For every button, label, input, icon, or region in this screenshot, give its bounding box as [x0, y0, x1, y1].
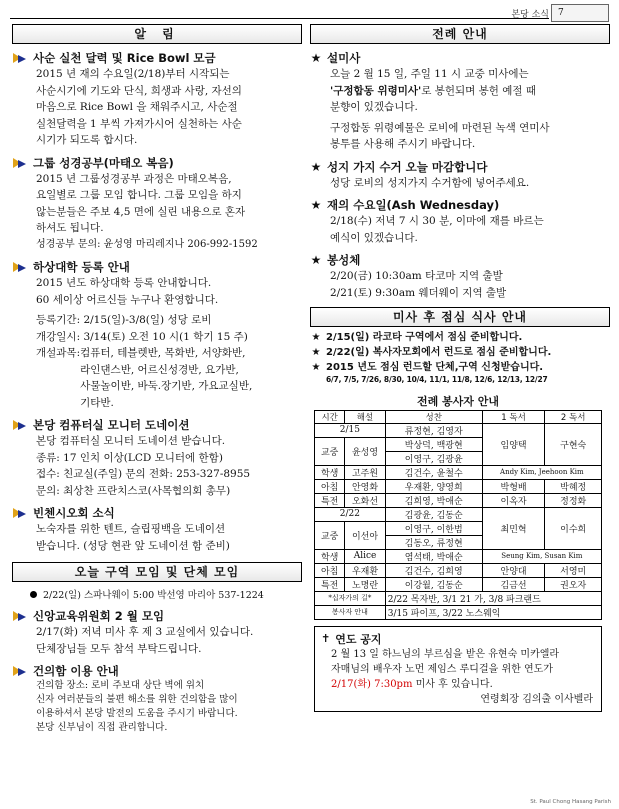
table-caption: 전례 봉사자 안내	[416, 394, 500, 408]
table-cell: 교중	[315, 521, 345, 549]
table-cell: 박혜정	[545, 479, 602, 493]
text-line: 문의: 최상찬 프란치스코(사목협의회 총무)	[36, 484, 231, 497]
text-line: 봉투를 사용해 주시기 바랍니다.	[330, 138, 476, 150]
star-icon: ★	[310, 198, 322, 212]
table-cell: 김동오, 류정현	[385, 535, 482, 549]
table-cell: Andy Kim, Jeehoon Kim	[482, 465, 601, 479]
table-cell: 박형배	[482, 479, 545, 493]
section-palm-collection	[310, 159, 610, 192]
table-row	[315, 591, 602, 605]
lunch-item	[310, 360, 610, 375]
memorial-notice-box	[314, 626, 602, 712]
text-line	[330, 83, 610, 100]
star-icon: ★	[310, 159, 322, 174]
table-row	[315, 549, 602, 563]
section-title: 빈첸시오회 소식	[33, 506, 115, 520]
lunch-dates: 6/7, 7/5, 7/26, 8/30, 10/4, 11/1, 11/8, 12/6, 12/13, 12/27	[326, 375, 548, 384]
text-line: 등록기간: 2/15(일)-3/8(일) 성당 로비	[36, 314, 212, 326]
text-line: 접수: 친교실(주일) 문의 전화: 253-327-8955	[36, 468, 251, 480]
text-line: 2015 년도 하상대학 등록 안내합니다.	[36, 277, 212, 289]
text-line: 하셔도 됩니다.	[36, 222, 104, 234]
meeting-item	[12, 586, 302, 602]
table-cell: 김광윤, 김동순	[385, 507, 482, 521]
section-title: 봉성체	[327, 253, 361, 267]
table-cell: 김건수, 윤철수	[385, 465, 482, 479]
header-commentator: 해설	[345, 410, 385, 423]
text-line: 컴퓨터, 테블렛반, 목화반, 서양화반,	[80, 347, 246, 359]
table-cell: 서영미	[545, 563, 602, 577]
text-line	[331, 677, 593, 692]
memorial-mass-name: '구정합동 위령미사'	[330, 84, 422, 97]
text-line: 분향이 있겠습니다.	[330, 101, 418, 113]
table-cell: 아침	[315, 479, 345, 493]
table-cell: 김금선	[482, 577, 545, 591]
section-title: 하상대학 등록 안내	[33, 260, 130, 274]
table-cell: 우재환, 양영희	[385, 479, 482, 493]
header-reading1: 1 독서	[482, 410, 545, 423]
table-cell: 안영화	[345, 479, 385, 493]
text-line: 성당 로비의 성지가지 수거함에 넣어주세요.	[330, 176, 530, 189]
courses-label: 개설과목:	[36, 347, 81, 359]
section-vincent	[12, 505, 302, 554]
table-cell: 권오자	[545, 577, 602, 591]
table-cell: 이선아	[345, 521, 385, 549]
header-rule	[10, 18, 549, 19]
text-line: 이용하셔서 본당 발전의 도움을 주시기 바랍니다.	[36, 708, 238, 719]
table-row	[315, 507, 602, 521]
section-title: 건의함 이용 안내	[33, 664, 119, 678]
lunch-text: 2/15(일) 라코타 구역에서 점심 준비합니다.	[326, 332, 523, 343]
table-cell: 윤성영	[345, 437, 385, 465]
text-line: 신자 여러분들의 불편 해소를 위한 건의함을 많이	[36, 694, 238, 705]
text-line: 받습니다. (성당 현관 앞 도네이션 함 준비)	[36, 539, 230, 552]
star-icon: ★	[311, 347, 321, 358]
table-cell: 오화선	[345, 493, 385, 507]
table-cell: 임양택	[482, 423, 545, 465]
cross-icon: ✝	[321, 632, 331, 645]
table-row	[315, 493, 602, 507]
text-line: 2/21(토) 9:30am 웨더웨이 지역 출발	[330, 286, 507, 299]
meeting-text: 2/22(일) 스파나웨이 5:00 박선영 마리아 537-1224	[43, 590, 264, 601]
table-cell: 정정화	[545, 493, 602, 507]
arrow-bullet-icon	[12, 260, 28, 274]
arrow-bullet-icon	[12, 506, 28, 520]
table-cell: 류정현, 김영자	[385, 423, 482, 437]
table-cell: Alice	[345, 549, 385, 563]
header-reading2: 2 독서	[545, 410, 602, 423]
table-row	[315, 563, 602, 577]
table-row	[315, 465, 602, 479]
text-line: 개강일시: 3/14(토) 오전 10 시(1 학기 15 주)	[36, 330, 248, 343]
section-monitor-donation	[12, 417, 302, 499]
star-icon: ★	[311, 332, 321, 343]
text-line: 자매님의 배우자 노먼 제임스 루디걸을 위한 연도가	[331, 663, 553, 675]
lunch-item	[310, 345, 610, 360]
text-line: 예식이 있겠습니다.	[330, 231, 418, 244]
table-cell: 학생	[315, 549, 345, 563]
section-title: 재의 수요일(Ash Wednesday)	[327, 198, 500, 212]
stations-text: 3/15 파이프, 3/22 노스웨익	[385, 605, 601, 619]
star-icon: ★	[311, 362, 321, 373]
text-line: 사순시기에 기도와 단식, 희생과 사랑, 자선의	[36, 84, 242, 97]
table-cell: 학생	[315, 465, 345, 479]
liturgy-banner: 전례 안내	[310, 24, 610, 44]
section-faith-education	[12, 608, 302, 657]
arrow-bullet-icon	[12, 609, 28, 623]
section-hasang-college	[12, 259, 302, 411]
table-cell: 이옥자	[482, 493, 545, 507]
text-line: 오늘 2 월 15 일, 주일 11 시 교중 미사에는	[330, 68, 529, 80]
section-title: 설미사	[327, 51, 361, 65]
text-line: 요일별로 그룹 모임 합니다. 그룹 모임을 하지	[36, 189, 242, 201]
text-line: 2/17(화) 저녁 미사 후 제 3 교실에서 있습니다.	[36, 626, 254, 638]
table-cell: 특전	[315, 577, 345, 591]
page-number: 7	[551, 4, 609, 22]
text-line: 건의함 장소: 로비 주보대 상단 벽에 위치	[36, 680, 205, 691]
section-title: 사순 실천 달력 및 Rice Bowl 모금	[33, 51, 216, 65]
table-cell: 이영구, 김광윤	[385, 451, 482, 465]
section-ash-wednesday	[310, 197, 610, 246]
stations-label: *십자가의 길*	[315, 591, 386, 605]
header-time: 시간	[315, 410, 345, 423]
lunch-text: 2015 년도 점심 런드할 단체,구역 신청받습니다.	[326, 362, 544, 373]
date-cell: 2/22	[315, 507, 386, 521]
meeting-banner: 오늘 구역 모임 및 단체 모임	[12, 562, 302, 582]
notice-datetime: 2/17(화) 7:30pm	[331, 678, 413, 690]
lunch-banner: 미사 후 점심 식사 안내	[310, 307, 610, 327]
section-rice-bowl	[12, 50, 302, 149]
text-line: 실천달력을 1 부씩 가져가시어 실천하는 사순	[36, 117, 242, 130]
text-line: 마음으로 Rice Bowl 을 채워주시고, 사순절	[36, 101, 238, 113]
text-line: 2/20(금) 10:30am 타코마 지역 출발	[330, 270, 503, 282]
header-title: 본당 소식	[511, 10, 549, 20]
header-communion: 성찬	[385, 410, 482, 423]
arrow-bullet-icon	[12, 664, 28, 678]
table-cell: 고주원	[345, 465, 385, 479]
text-line: 2015 년 재의 수요일(2/18)부터 시작되는	[36, 68, 230, 80]
table-row	[315, 479, 602, 493]
table-cell: 우재환	[345, 563, 385, 577]
table-cell: Seung Kim, Susan Kim	[482, 549, 601, 563]
text-line: 기타반.	[80, 396, 114, 409]
table-row	[315, 577, 602, 591]
table-cell: 교중	[315, 437, 345, 465]
lunch-text: 2/22(일) 복사자모회에서 런드로 점심 준비합니다.	[326, 347, 552, 358]
parish-footer: St. Paul Chong Hasang Parish	[530, 799, 611, 805]
table-cell: 구현숙	[545, 423, 602, 465]
arrow-bullet-icon	[12, 418, 28, 432]
signature-line: 연령회장 김의출 이사벨라	[480, 693, 593, 705]
text-line: 2/18(수) 저녁 7 시 30 분, 이마에 재를 바르는	[330, 215, 544, 227]
liturgy-server-table	[314, 392, 602, 620]
notice-title: 연도 공지	[335, 632, 382, 646]
text-line: 종류: 17 인치 이상(LCD 모니터에 한함)	[36, 451, 223, 464]
table-cell: 이영구, 이한범	[385, 521, 482, 535]
section-title: 그룹 성경공부(마태오 복음)	[33, 155, 174, 170]
text-line: 2 월 13 일 하느님의 부르심을 받은 유현숙 미카엘라	[331, 648, 560, 660]
stations-text: 2/22 목자반, 3/1 21 가, 3/8 파크랜드	[385, 591, 601, 605]
table-cell: 안양대	[482, 563, 545, 577]
text-line: 본당 신부님이 직접 관리합니다.	[36, 722, 168, 733]
section-new-year-mass	[310, 50, 610, 153]
lunch-item	[310, 330, 610, 345]
table-cell: 노명란	[345, 577, 385, 591]
table-row	[315, 605, 602, 619]
stations-label: 봉사자 안내	[315, 605, 386, 619]
arrow-bullet-icon	[12, 51, 28, 65]
section-title: 본당 컴퓨터실 모니터 도네이션	[33, 418, 190, 432]
table-cell: 박상덕, 백광현	[385, 437, 482, 451]
arrow-bullet-icon	[12, 156, 28, 170]
right-column	[310, 24, 610, 712]
table-cell: 아침	[315, 563, 345, 577]
section-communion-visits	[310, 252, 610, 301]
section-title: 신앙교육위원회 2 월 모임	[33, 609, 165, 623]
date-cell: 2/15	[315, 423, 386, 437]
text-fragment: 로 봉헌되며 봉헌 예절 때	[421, 84, 537, 97]
text-line: 60 세이상 어르신들 누구나 환영합니다.	[36, 293, 219, 306]
text-line: 않는분들은 주보 4,5 면에 실린 내용으로 혼자	[36, 205, 246, 218]
text-line: 노숙자를 위한 텐트, 슬립핑백을 도네이션	[36, 523, 226, 535]
text-line: 시기가 되도록 합시다.	[36, 134, 138, 146]
table-cell: 염석태, 박애순	[385, 549, 482, 563]
table-cell: 이수희	[545, 507, 602, 549]
section-suggestion-box	[12, 663, 302, 735]
table-cell: 최민혁	[482, 507, 545, 549]
bullet-dot-icon	[30, 591, 37, 598]
star-icon: ★	[310, 51, 322, 65]
table-cell: 김희영, 박애순	[385, 493, 482, 507]
star-icon: ★	[310, 253, 322, 267]
page-header	[10, 4, 609, 22]
section-bible-study	[12, 155, 302, 254]
section-title: 성지 가지 수거 오늘 마감합니다	[327, 159, 488, 174]
table-row	[315, 423, 602, 437]
notices-banner: 알 림	[12, 24, 302, 44]
text-line: 2015 년 그룹성경공부 과정은 마태오복음,	[36, 172, 232, 185]
text-line: 본당 컴퓨터실 모니터 도네이션 받습니다.	[36, 435, 226, 447]
table-cell: 김건수, 김희영	[385, 563, 482, 577]
text-line: 구정합동 위령예물은 로비에 마련된 녹색 연미사	[330, 121, 550, 134]
text-line: 라인댄스반, 어르신성경반, 요가반,	[80, 363, 239, 376]
left-column	[12, 24, 302, 735]
text-fragment: 미사 후 있습니다.	[412, 678, 493, 690]
contact-line: 성경공부 문의: 윤성영 마리레지나 206-992-1592	[36, 238, 258, 250]
text-line: 사물놀이반, 바둑.장기반, 가요교실반,	[80, 380, 253, 392]
text-line: 단체장님들 모두 참석 부탁드립니다.	[36, 642, 202, 655]
table-cell: 이강월, 김동순	[385, 577, 482, 591]
table-cell: 특전	[315, 493, 345, 507]
